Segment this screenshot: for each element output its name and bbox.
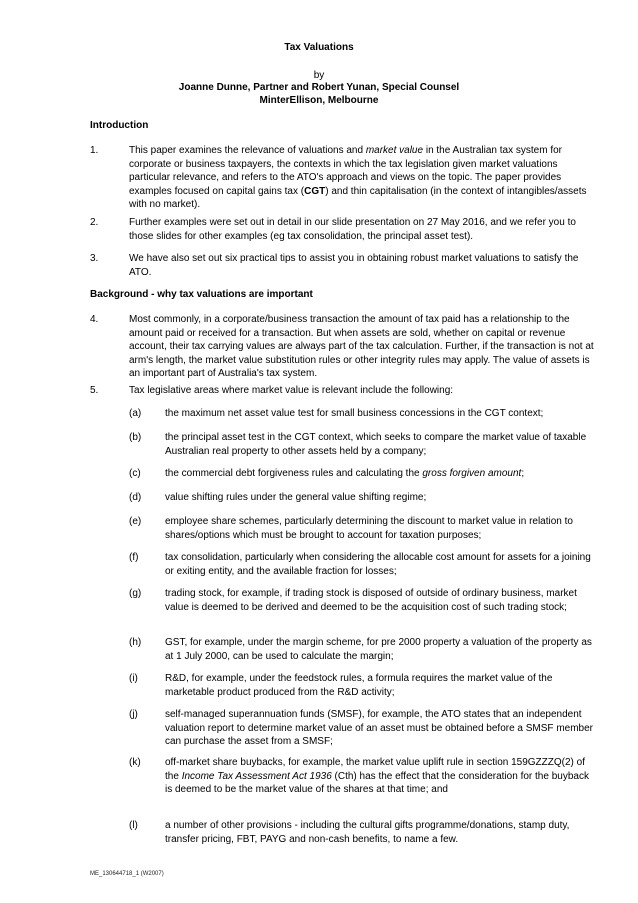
list-item-label: (a)	[129, 408, 142, 419]
list-item-label: (i)	[129, 673, 138, 684]
background-heading: Background - why tax valuations are important	[90, 289, 313, 300]
document-footer: ME_130644718_1 (W2007)	[90, 871, 164, 877]
document-title: Tax Valuations	[284, 42, 354, 53]
paragraph-number: 1.	[90, 145, 99, 156]
list-item-label: (f)	[129, 552, 139, 563]
list-item-label: (c)	[129, 468, 141, 479]
list-item: employee share schemes, particularly determining the discount to market value in relation to shares/options which must be brought to account for taxation purposes;	[165, 516, 573, 541]
paragraph-number: 2.	[90, 217, 99, 228]
firm-line: MinterEllison, Melbourne	[259, 95, 379, 106]
paragraph-number: 3.	[90, 253, 99, 264]
list-item-label: (g)	[129, 588, 142, 599]
paragraph-number: 4.	[90, 314, 99, 325]
list-item: the maximum net asset value test for small business concessions in the CGT context;	[165, 408, 544, 419]
list-item-label: (j)	[129, 709, 138, 720]
list-item: the commercial debt forgiveness rules and calculating the gross forgiven amount;	[165, 468, 525, 479]
list-item: the principal asset test in the CGT context, which seeks to compare the market value of taxable Australian real property to other assets held by a company;	[165, 432, 587, 457]
introduction-heading: Introduction	[90, 120, 149, 131]
paragraph-3: We have also set out six practical tips to assist you in obtaining robust market valuations to satisfy the ATO.	[129, 253, 579, 278]
list-item-label: (b)	[129, 432, 142, 443]
paragraph-2: Further examples were set out in detail in our slide presentation on 27 May 2016, and we refer you to those slides for other examples (eg tax consolidation, the principal asset test).	[129, 217, 576, 242]
list-item: self-managed superannuation funds (SMSF), for example, the ATO states that an independent valuation report to determine market value of an asset must be obtained before a SMSF member can purchase the asset from a SMSF;	[165, 709, 593, 747]
paragraph-1: This paper examines the relevance of valuations and market value in the Australian tax system for corporate or business taxpayers, the contexts in which the tax legislation given market valuations particular relevance, and refers to the ATO's approach and views on the topic. The paper provides examples focused on capital gains tax (CGT) and thin capitalisation (in the context of intangibles/assets with no market).	[129, 145, 587, 210]
list-item-label: (d)	[129, 492, 142, 503]
list-item: value shifting rules under the general value shifting regime;	[165, 492, 427, 503]
list-item: a number of other provisions - including the cultural gifts programme/donations, stamp duty, transfer pricing, FBT, PAYG and non-cash benefits, to name a few.	[165, 820, 570, 845]
list-item: GST, for example, under the margin scheme, for pre 2000 property a valuation of the property as at 1 July 2000, can be used to calculate the margin;	[165, 637, 592, 662]
paragraph-number: 5.	[90, 385, 99, 396]
list-item: off-market share buybacks, for example, the market value uplift rule in section 159GZZZQ(2) of the Income Tax Assessment Act 1936 (Cth) has the effect that the consideration for the buyback is deemed to be the market value of the shares at that time; and	[165, 757, 589, 795]
list-item: R&D, for example, under the feedstock rules, a formula requires the market value of the marketable product produced from the R&D activity;	[165, 673, 553, 698]
list-item: trading stock, for example, if trading stock is disposed of outside of ordinary business, market value is deemed to be derived and deemed to be the acquisition cost of such trading stock;	[165, 588, 577, 613]
authors-line: Joanne Dunne, Partner and Robert Yunan, Special Counsel	[178, 82, 460, 93]
paragraph-4: Most commonly, in a corporate/business transaction the amount of tax paid has a relationship to the amount paid or received for a transaction. But when assets are sold, whether on capital or revenue account, their tax carrying values are always part of the tax calculation. Further, if the transaction is not at arm's length, the market value substitution rules or other integrity rules may apply. The value of assets is an important part of Australia's tax system.	[129, 314, 594, 379]
list-item-label: (k)	[129, 757, 141, 768]
list-item: tax consolidation, particularly when considering the allocable cost amount for assets for a joining or exiting entity, and the available fraction for losses;	[165, 552, 591, 577]
list-item-label: (l)	[129, 820, 138, 831]
by-line: by	[313, 70, 325, 81]
paragraph-5: Tax legislative areas where market value is relevant include the following:	[129, 385, 454, 396]
list-item-label: (h)	[129, 637, 142, 648]
list-item-label: (e)	[129, 516, 142, 527]
